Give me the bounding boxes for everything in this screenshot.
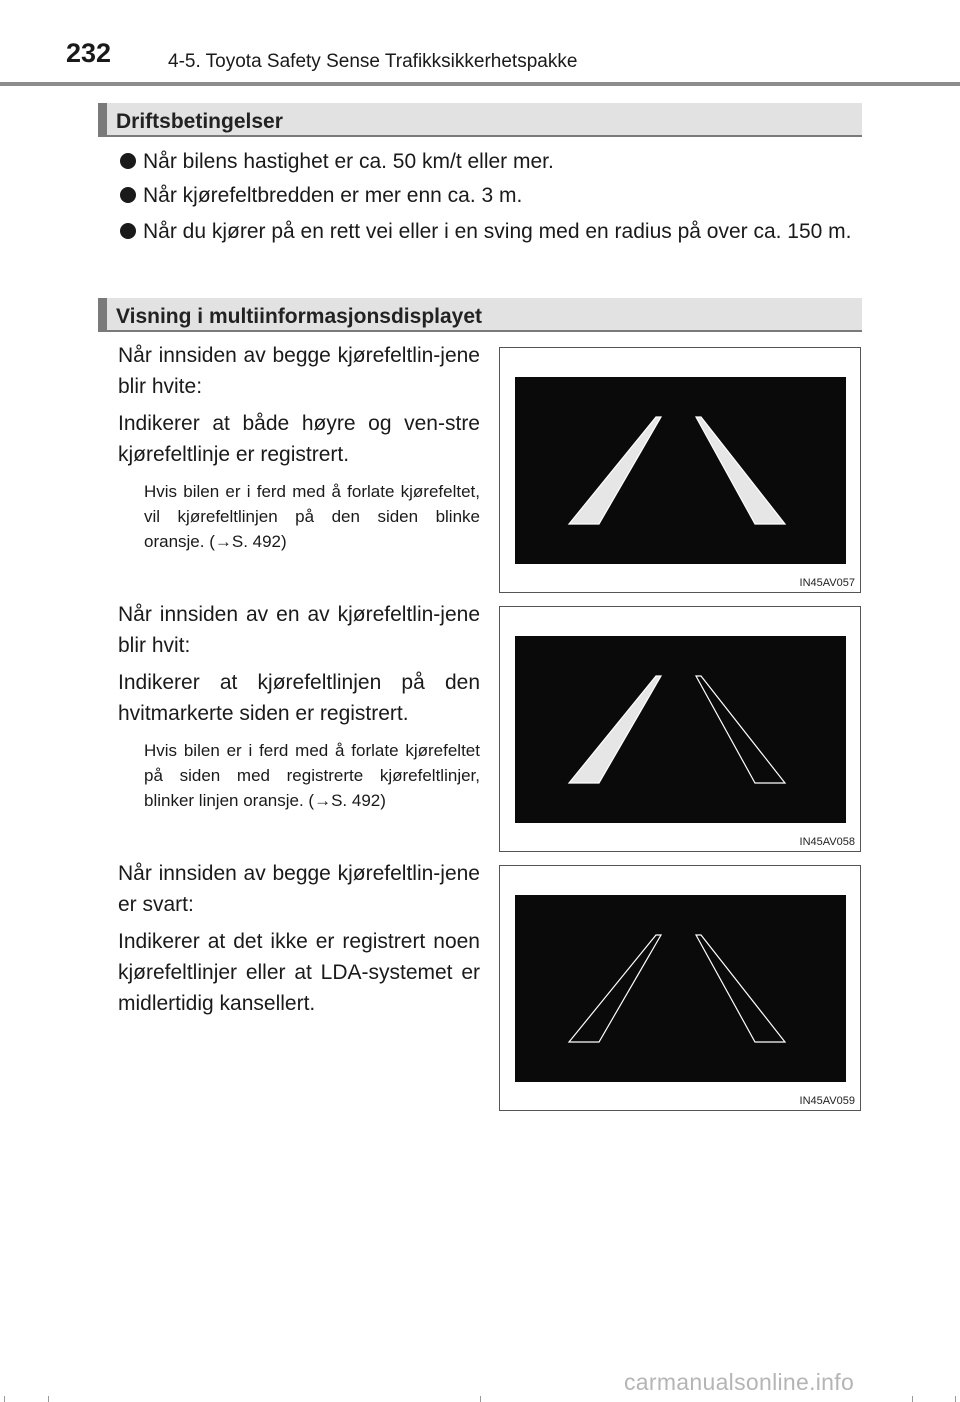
case-condition: Når innsiden av begge kjørefeltlin-jene blir hvite: bbox=[118, 344, 480, 398]
right-lane-line bbox=[696, 676, 785, 783]
tick-mark bbox=[955, 1396, 956, 1402]
lane-lines-graphic bbox=[515, 377, 846, 564]
bullet-icon bbox=[120, 223, 136, 239]
display-screen bbox=[515, 377, 846, 564]
case-note: Hvis bilen er i ferd med å forlate kjørefeltet på siden med registrerte kjørefeltlinjer, blinker linjen oransje. (→S. 492) bbox=[144, 741, 480, 810]
section-title: Visning i multiinformasjonsdisplayet bbox=[116, 305, 483, 328]
watermark[interactable]: carmanualsonline.info bbox=[624, 1369, 855, 1395]
bullet-text: Når du kjører på en rett vei eller i en sving med en radius på over ca. 150 m. bbox=[143, 220, 852, 243]
left-lane-line bbox=[569, 676, 661, 783]
chapter-title: 4-5. Toyota Safety Sense Trafikksikkerhetspakke bbox=[168, 51, 578, 72]
bullet-text: Når bilens hastighet er ca. 50 km/t eller mer. bbox=[143, 150, 554, 173]
display-screen bbox=[515, 895, 846, 1082]
left-lane-line bbox=[569, 935, 661, 1042]
tick-mark bbox=[480, 1396, 481, 1402]
tick-mark bbox=[48, 1396, 49, 1402]
case-meaning: Indikerer at både høyre og ven-stre kjørefeltlinje er registrert. bbox=[118, 412, 480, 466]
section-tab bbox=[98, 298, 107, 330]
footer-ticks bbox=[0, 1396, 960, 1402]
left-lane-line bbox=[569, 417, 661, 524]
case-condition: Når innsiden av en av kjørefeltlin-jene blir hvit: bbox=[118, 603, 480, 657]
section-tab bbox=[98, 103, 107, 135]
header-rule bbox=[0, 82, 960, 86]
section-header-conditions bbox=[98, 103, 862, 137]
lane-lines-graphic bbox=[515, 895, 846, 1082]
section-title: Driftsbetingelser bbox=[116, 110, 283, 133]
lane-display-figure bbox=[499, 347, 861, 593]
lane-lines-graphic bbox=[515, 636, 846, 823]
right-lane-line bbox=[696, 417, 785, 524]
case-meaning: Indikerer at kjørefeltlinjen på den hvitmarkerte siden er registrert. bbox=[118, 671, 480, 725]
right-lane-line bbox=[696, 935, 785, 1042]
bullet-icon bbox=[120, 187, 136, 203]
figure-code: IN45AV059 bbox=[799, 1095, 855, 1107]
display-screen bbox=[515, 636, 846, 823]
tick-mark bbox=[912, 1396, 913, 1402]
bullet-icon bbox=[120, 153, 136, 169]
tick-mark bbox=[4, 1396, 5, 1402]
case-note: Hvis bilen er i ferd med å forlate kjørefeltet, vil kjørefeltlinjen på den siden blinke oransje. (→S. 492) bbox=[144, 482, 480, 551]
lane-display-figure bbox=[499, 865, 861, 1111]
page-number: 232 bbox=[66, 38, 112, 68]
bullet-text: Når kjørefeltbredden er mer enn ca. 3 m. bbox=[143, 184, 523, 207]
figure-code: IN45AV057 bbox=[799, 577, 855, 589]
case-condition: Når innsiden av begge kjørefeltlin-jene er svart: bbox=[118, 862, 480, 916]
lane-display-figure bbox=[499, 606, 861, 852]
case-meaning: Indikerer at det ikke er registrert noen kjørefeltlinjer eller at LDA-systemet er midlertidig kansellert. bbox=[118, 930, 480, 1015]
section-header-display bbox=[98, 298, 862, 332]
figure-code: IN45AV058 bbox=[799, 836, 855, 848]
